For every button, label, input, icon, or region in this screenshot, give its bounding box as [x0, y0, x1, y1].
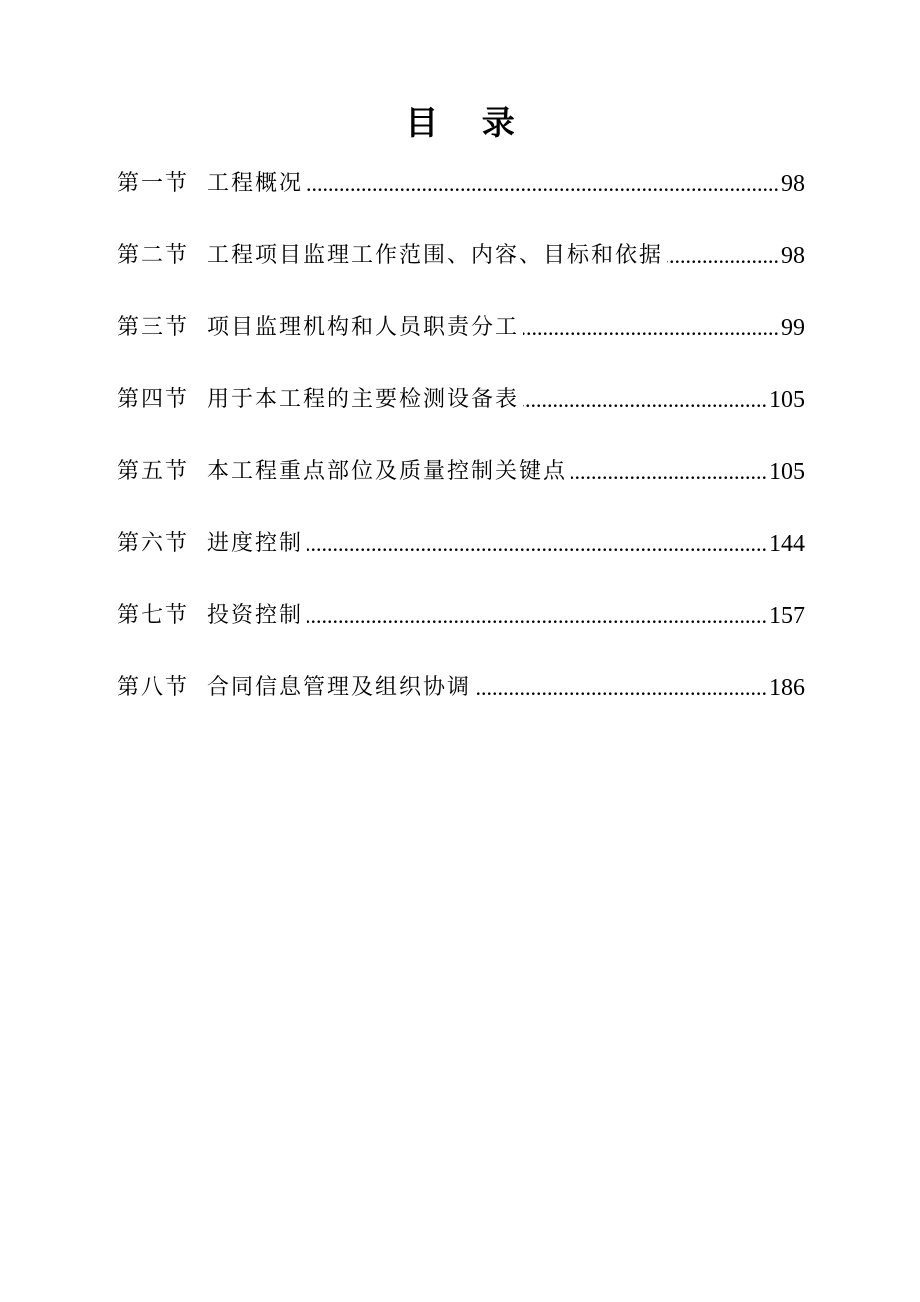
toc-entry[interactable] — [117, 522, 805, 566]
toc-page-number: 98 — [781, 171, 805, 197]
toc-page-number: 157 — [769, 603, 805, 629]
toc-dot-leader — [307, 522, 767, 566]
toc-section-number: 第七节 — [117, 603, 190, 628]
toc-page-number: 186 — [769, 675, 805, 701]
toc-section-number: 第五节 — [117, 459, 190, 484]
toc-entry[interactable] — [117, 306, 805, 350]
toc-section-title: 工程概况 — [207, 171, 304, 196]
toc-entry[interactable] — [117, 162, 805, 206]
toc-list — [117, 162, 805, 738]
toc-page-number: 98 — [781, 243, 805, 269]
toc-page-number: 99 — [781, 315, 805, 341]
toc-dot-leader — [307, 162, 779, 206]
toc-section-number: 第六节 — [117, 531, 190, 556]
toc-section-number: 第四节 — [117, 387, 190, 412]
toc-page-number: 105 — [769, 459, 805, 485]
toc-entry[interactable] — [117, 666, 805, 710]
toc-section-title: 投资控制 — [207, 603, 304, 628]
toc-dot-leader — [475, 666, 767, 710]
toc-section-number: 第三节 — [117, 315, 190, 340]
toc-section-title: 用于本工程的主要检测设备表 — [207, 387, 520, 412]
toc-entry[interactable] — [117, 594, 805, 638]
toc-entry[interactable] — [117, 378, 805, 422]
toc-section-number: 第二节 — [117, 243, 190, 268]
toc-dot-leader — [571, 450, 767, 494]
toc-section-title: 进度控制 — [207, 531, 304, 556]
toc-section-number: 第一节 — [117, 171, 190, 196]
toc-section-number: 第八节 — [117, 675, 190, 700]
toc-section-title: 本工程重点部位及质量控制关键点 — [207, 459, 568, 484]
toc-section-title: 合同信息管理及组织协调 — [207, 675, 472, 700]
toc-entry[interactable] — [117, 234, 805, 278]
toc-dot-leader — [307, 594, 767, 638]
toc-section-title: 项目监理机构和人员职责分工 — [207, 315, 520, 340]
toc-title: 目 录 — [405, 103, 531, 142]
toc-page-number: 144 — [769, 531, 805, 557]
toc-dot-leader — [523, 378, 767, 422]
toc-dot-leader — [667, 234, 779, 278]
toc-entry[interactable] — [117, 450, 805, 494]
toc-section-title: 工程项目监理工作范围、内容、目标和依据 — [207, 243, 664, 268]
toc-page-number: 105 — [769, 387, 805, 413]
toc-dot-leader — [523, 306, 779, 350]
